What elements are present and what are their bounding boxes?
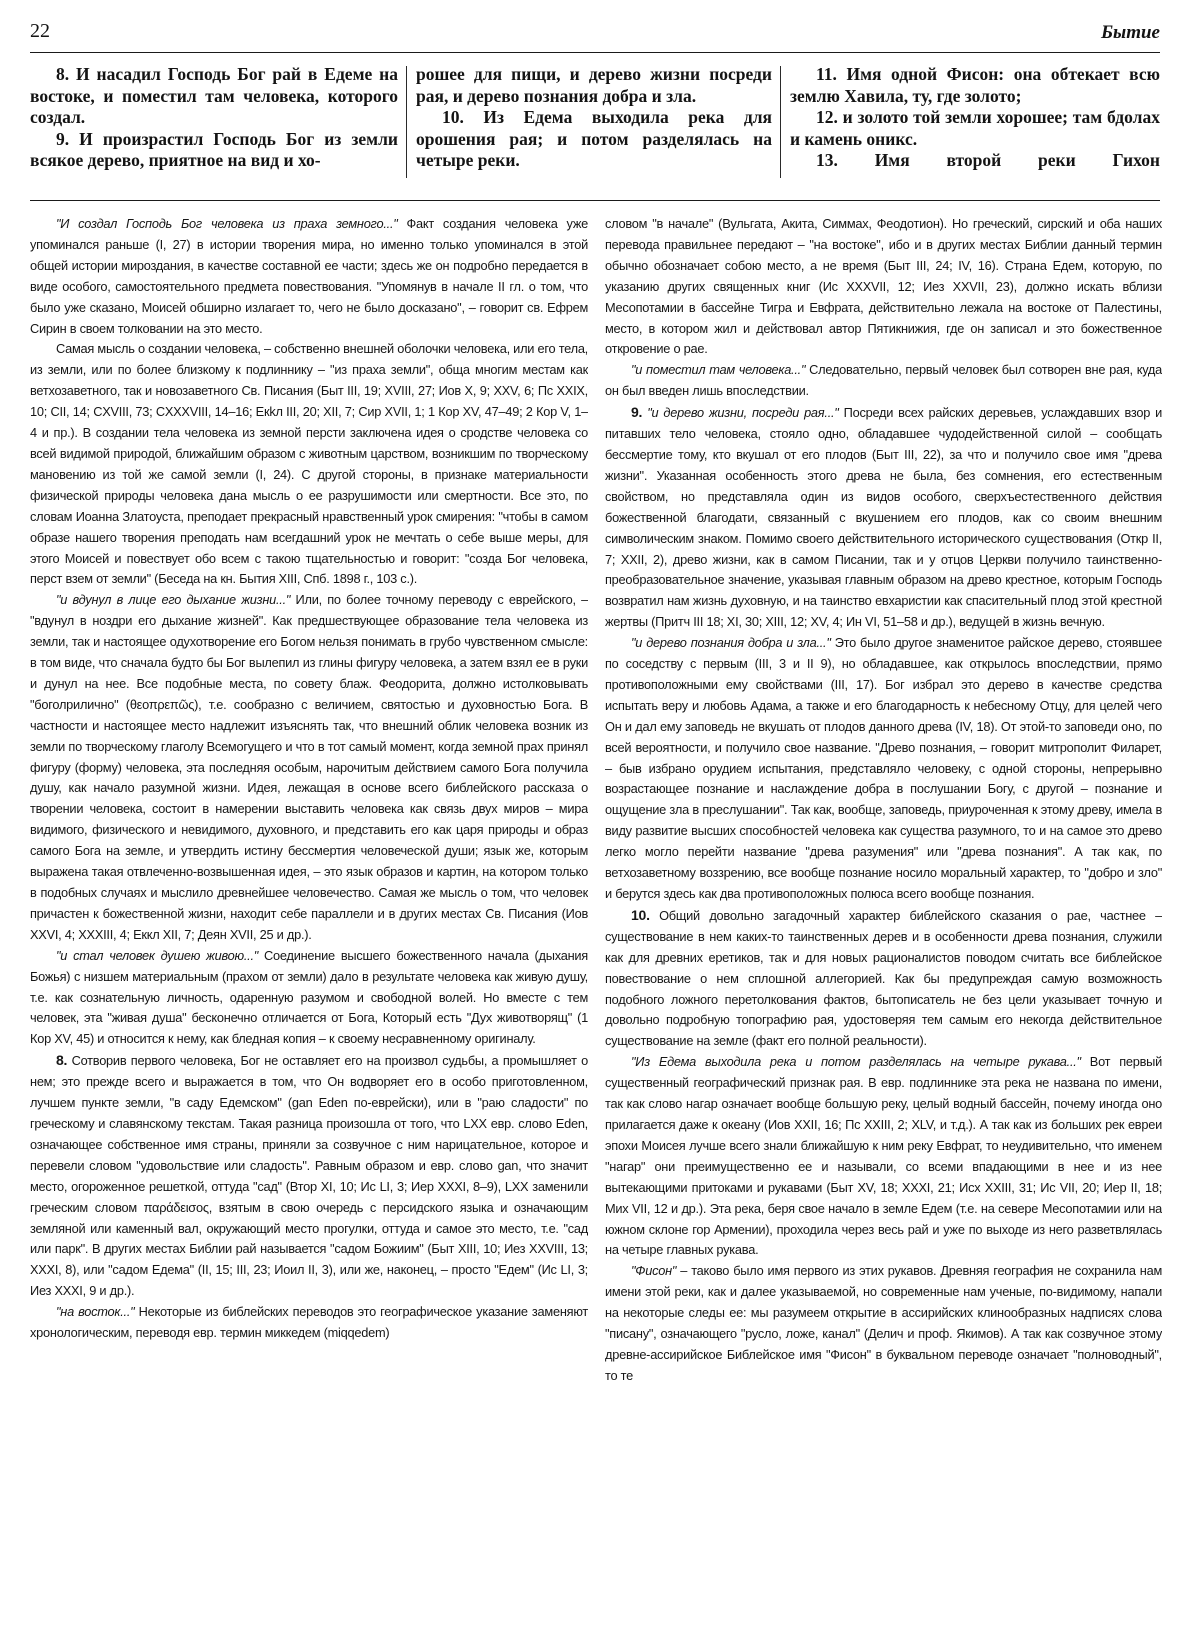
commentary-paragraph bbox=[30, 339, 588, 590]
commentary-lemma: "и поместил там человека..." bbox=[631, 362, 806, 378]
commentary-paragraph bbox=[605, 360, 1162, 402]
commentary-paragraph bbox=[30, 590, 588, 945]
commentary-text: Или, по более точному переводу с еврейского, – "вдунул в ноздри его дыхание жизней". Как предшествующее образование тела человека из земли, так и настоящее одухотворение его Богом нельзя понимать в грубо чувственном смысле: в том виде, что сначала будто бы Бог вылепил из глины фигуру человека, а затем взял ее в руки и дунул на нее. Все подобные места, по совету блаж. Феодорита, должно истолковывать "боголрилично" (θεοπρεπῶς), т.е. сообразно с величием, святостью и духовностью Бога. В частности и настоящее место надлежит изъяснять так, что внешний облик человека возник из земли по творческому глаголу Всемогущего и что в тот самый момент, когда земной прах принял фигуру (форму) человека, эта последняя особым, нарочитым действием самого Бога получила душу, как начало разумной жизни. Идея, лежащая в основе всего библейского рассказа о творении человека, состоит в намерении выставить человека как связь двух миров – мира видимого, физического и невидимого, духовного, и представить его как царя природы и образ самого Бога на земле, и утвердить истину бессмертия человеческой души; язык же, которым выражена такая отвлеченно-возвышенная идея, – это язык образов и картин, на котором только в подобных случаях и мыслило древнейшее человечество. Самая же мысль о том, что человек причастен к божественной жизни, находит себе параллели и в других местах Св. Писания (Иов XXVI, 4; XXXIII, 4; Еккл XII, 7; Деян XVII, 25 и др.). bbox=[30, 592, 588, 942]
verse-10: 10. Из Едема выходила река для орошения рая; и потом разделялась на четыре реки. bbox=[416, 107, 772, 170]
commentary-paragraph bbox=[30, 214, 588, 339]
verse-12: 12. и золото той земли хорошее; там бдолах и камень оникс. bbox=[790, 107, 1160, 149]
commentary-lemma: "Из Едема выходила река и потом разделялась на четыре рукава..." bbox=[631, 1054, 1081, 1070]
commentary-paragraph bbox=[30, 1302, 588, 1344]
verse-column-2 bbox=[416, 64, 772, 188]
commentary-text: – таково было имя первого из этих рукавов. Древняя география не сохранила нам имени этой реки, как и далее указываемой, но современные нам ученые, по-видимому, напали на некоторые следы ее: мы разумеем открытие в ассирийских клинообразных надписях слова "писану", означающего "русло, ложе, канал" (Делич и проф. Якимов). А так как созвучное этому древне-ассирийское Библейское имя "Фисон" в буквальном переводе означает "полноводный", то те bbox=[605, 1263, 1162, 1383]
running-title: Бытие bbox=[1100, 22, 1160, 43]
verse-column-1 bbox=[30, 64, 398, 188]
commentary-lemma: "И создал Господь Бог человека из праха земного..." bbox=[56, 216, 398, 231]
commentary-lemma: "и дерево познания добра и зла..." bbox=[631, 635, 831, 651]
verse-13: 13. Имя второй реки Гихон bbox=[816, 150, 1160, 170]
commentary-text: Факт создания человека уже упоминался раньше (I, 27) в истории творения мира, но именно только упоминался в этой общей истории мироздания, в качестве составной ее части; здесь же он подробно передается в виде особого, самостоятельного предмета повествования. "Упомянув в начале II гл. о том, что было уже сказано, Моисей обширно излагает то, чего не было досказано", – говорит св. Ефрем Сирин в своем толковании на это место. bbox=[30, 216, 588, 336]
commentary-text: Соединение высшего божественного начала (дыхания Божья) с низшем материальным (прахом от земли) дало в результате человека как живую душу, т.е. как сознательную личность, одаренную разумом и свободной волей. Но вместе с тем человек, эта "живая душа" бесконечно отличается от Бога, Который есть "Дух животворящ" (1 Кор XV, 45) и относится к нему, как бледная копия – к своему несравненному оригиналу. bbox=[30, 947, 588, 1047]
commentary-text: Вот первый существенный географический признак рая. В евр. подлиннике эта река не названа по имени, так как слово нагар означает вообще большую реку, целый водный бассейн, почему иногда оно прилагается даже к океану (Иов XXII, 16; Пс XXIII, 2; XLV, и т.д.). А так как из больших рек евреи эпохи Моисея лучше всего знали ближайшую к ним реку Евфрат, то неудивительно, что именем "нагар" они преимущественно ее и называли, со всеми впадающими в нее и из нее вытекающими притоками и рукавами (Быт XV, 18; XXXI, 21; Исх XXIII, 31; Ис VII, 20; Иер II, 18; Мих VII, 12 и др.). Эта река, беря свое начало в земле Едем (т.е. на севере Месопотамии или на южном склоне гор Армении), проходила через весь рай и уже по выходе из него разветвлялась на четыре главных рукава. bbox=[605, 1054, 1162, 1258]
verse-number: 8. bbox=[56, 1052, 68, 1069]
commentary-text: Это было другое знаменитое райское дерево, стоявшее по соседству с первым (III, 3 и II 9), но обладавшее, как открылось впоследствии, прямо противоположными ему свойствами (III, 17). Бог избрал это дерево в качестве средства испытать веру и любовь Адама, а также и его благодарность к небесному Отцу, для целей чего Он и дал ему заповедь не вкушать от плодов данного древа (IV, 18). От этой-то заповеди оно, по всей вероятности, и получило свое название. "Древо познания, – говорит митрополит Филарет, – быв избрано орудием испытания, представляло человеку, с одной стороны, непрерывно возрастающее познание и наслаждение добра в послушании Богу, с другой – познание и ощущение зла в преслушании". Так как, вообще, заповедь, приуроченная к этому древу, имела в виду развитие высших способностей человека как существа разумного, то и на самое это древо легко могло перейти название "древа разумения" или "древа познания". А так как, по ветхозаветному воззрению, все вообще познание носило моральный характер, то "добро и зло" и берутся здесь как два противоположных полюса всего вообще познания. bbox=[605, 635, 1162, 901]
commentary-text: Некоторые из библейских переводов это географическое указание заменяют хронологическим, переводя евр. термин миккедем (miqqedem) bbox=[30, 1304, 588, 1341]
commentary-paragraph bbox=[30, 1050, 588, 1302]
commentary-lemma: "и дерево жизни, посреди рая..." bbox=[642, 405, 839, 421]
verse-number: 10. bbox=[631, 906, 650, 923]
commentary-paragraph bbox=[605, 1052, 1162, 1261]
commentary-lemma: "Фисон" bbox=[631, 1263, 677, 1279]
verse-column-divider bbox=[406, 66, 407, 178]
verse-8: 8. И насадил Господь Бог рай в Едеме на востоке, и поместил там человека, которого создал. bbox=[30, 64, 398, 127]
commentary-paragraph bbox=[605, 402, 1162, 633]
commentary-paragraph bbox=[605, 633, 1162, 905]
verse-number: 9. bbox=[631, 404, 643, 421]
commentary-text: Следовательно, первый человек был сотворен вне рая, куда он был введен лишь впоследствии. bbox=[605, 362, 1162, 399]
commentary-text: Самая мысль о создании человека, – собственно внешней оболочки человека, или его тела, из земли, или по более близкому к подлиннику – "из праха земли", обща многим местам как ветхозаветного, так и новозаветного Св. Писания (Быт III, 19; XVIII, 27; Иов X, 9; XXV, 6; Пс XXIX, 10; CII, 14; CXVIII, 73; CXXXVIII, 14–16; Екkл III, 20; XII, 7; Сир XVII, 1; 1 Кор XV, 47–49; 2 Кор V, 1–4 и пр.). В создании тела человека из земной персти заключена идея о сродстве человека со всей видимой природой, ближайшим образом с животным царством, возникшим по творческому мановению из той же самой земли (I, 24). С другой стороны, в признаке материальности физической природы человека дана мысль о ее разрушимости или смертности. Все это, по словам Иоанна Златоуста, преподает прекрасный нравственный урок смирения: "чтобы в самом образе нашего творения преподать нам всегдашний урок не мечтать о себе выше меры, для этого Моисей и повествует обо всем с такою тщательностью и говорит: "созда Бог человека, перст взем от земли" (Беседа на кн. Бытия XIII, Спб. 1898 г., 103 с.). bbox=[30, 341, 588, 587]
commentary-text: Посреди всех райских деревьев, услаждавших взор и питавших тело человека, стояло одно, обладавшее чудодейственной силой – сообщать бессмертие тому, кто вкушал от его плодов (Быт III, 22), за что и получило свое имя "древа жизни". Указанная особенность этого древа не была, без сомнения, его естественным свойством, но представляла один из видов особого, сверхъестественного действия божественной благодати, связанный с вкушением его плодов, как со своим внешним символическим знаком. Помимо своего действительного исторического существования (Откр II, 7; XXII, 2), древо жизни, как в самом Писании, так и у отцов Церкви получило таинственно-преобразовательное значение, указывая главным образом на древо крестное, которым Господь возвратил нам жизнь духовную, и на таинство евхаристии как спасительный плод этой крестной жертвы (Притч III 18; XI, 30; XIII, 12; XV, 4; Ин VI, 51–58 и др.), ведущей в жизнь вечную. bbox=[605, 405, 1162, 630]
commentary-text: словом "в начале" (Вульгата, Акита, Симмах, Феодотион). Но греческий, сирский и оба наших перевода правильнее передают – "на востоке", ибо и в других местах Библии данный термин обычно обозначает собою место, а не время (Быт III, 24; IV, 16). Страна Едем, которую, по указанию других священных книг (Ис XXXVII, 12; Иез XXVII, 23), должно искать вблизи Месопотамии в бассейне Тигра и Евфрата, действительно лежала на востоке от Палестины, место, в котором жил и действовал автор Пятикнижия, где он записал и это божественное откровение о рае. bbox=[605, 216, 1162, 357]
verse-band-rule bbox=[30, 200, 1160, 201]
commentary-column-right bbox=[605, 214, 1162, 1619]
commentary-lemma: "и вдунул в лице его дыхание жизни..." bbox=[56, 592, 291, 608]
verse-column-divider bbox=[780, 66, 781, 178]
commentary-paragraph bbox=[605, 905, 1162, 1052]
commentary-paragraph bbox=[30, 946, 588, 1051]
header-rule bbox=[30, 52, 1160, 53]
commentary-paragraph bbox=[605, 1261, 1162, 1386]
verse-9: 9. И произрастил Господь Бог из земли всякое дерево, приятное на вид и хо- bbox=[30, 128, 398, 170]
verse-11: 11. Имя одной Фисон: она обтекает всю землю Хавила, ту, где золото; bbox=[790, 64, 1160, 106]
commentary-paragraph bbox=[605, 214, 1162, 360]
commentary-text: Сотворив первого человека, Бог не оставляет его на произвол судьбы, а промышляет о нем; это прежде всего и выражается в том, что Он водворяет его в особо приготовленном, лучшем пункте земли, "в саду Едемском" (gan Eden по-еврейски), или в "раю сладости" по греческому и славянскому текстам. Такая разница произошла от того, что LXX евр. слово Eden, означающее собственное имя страны, приняли за созвучное с ним нарицательное, которое и перевели словом "удовольствие или сладость". Равным образом и евр. слово gan, что значит место, огороженное решеткой, оттуда "сад" (Втор XI, 10; Ис LI, 3; Иер XXXI, 8–9), LXX заменили греческим словом παράδεισος, взятым в свою очередь с персидского языка и означающим земляной или каменный вал, окружающий место прогулки, оттуда и самое это место, т.е. "сад или парк". В других местах Библии рай называется "садом Божиим" (Быт XIII, 10; Иез XXVIII, 13; XXXI, 8), или "садом Едема" (II, 15; III, 23; Иоил II, 3), или же, наконец, – просто "Едем" (Ис LI, 3; Иез XXXI, 9 и др.). bbox=[30, 1053, 588, 1299]
commentary-text: Общий довольно загадочный характер библейского сказания о рае, частнее – существование в нем каких-то таинственных дерев и в особенности древа познания, служили как для древних еретиков, так и для новых рационалистов поводом считать все библейское повествование о нем сплошной аллегорией. Как бы предупреждая самую возможность подобного ложного перетолкования фактов, бытописатель не без цели указывает точную и довольно подробную топографию рая, удостоверяя тем самым его некогда действительное существование на земле (факт его полной реальности). bbox=[605, 907, 1162, 1049]
commentary-column-left bbox=[30, 214, 588, 1619]
commentary-lemma: "на восток..." bbox=[56, 1304, 135, 1320]
commentary-lemma: "и стал человек душею живою..." bbox=[56, 947, 259, 963]
page-number: 22 bbox=[30, 20, 50, 42]
verse-column-3 bbox=[790, 64, 1160, 188]
verse-9-continued: рошее для пищи, и дерево жизни посреди рая, и дерево познания добра и зла. bbox=[416, 64, 772, 106]
